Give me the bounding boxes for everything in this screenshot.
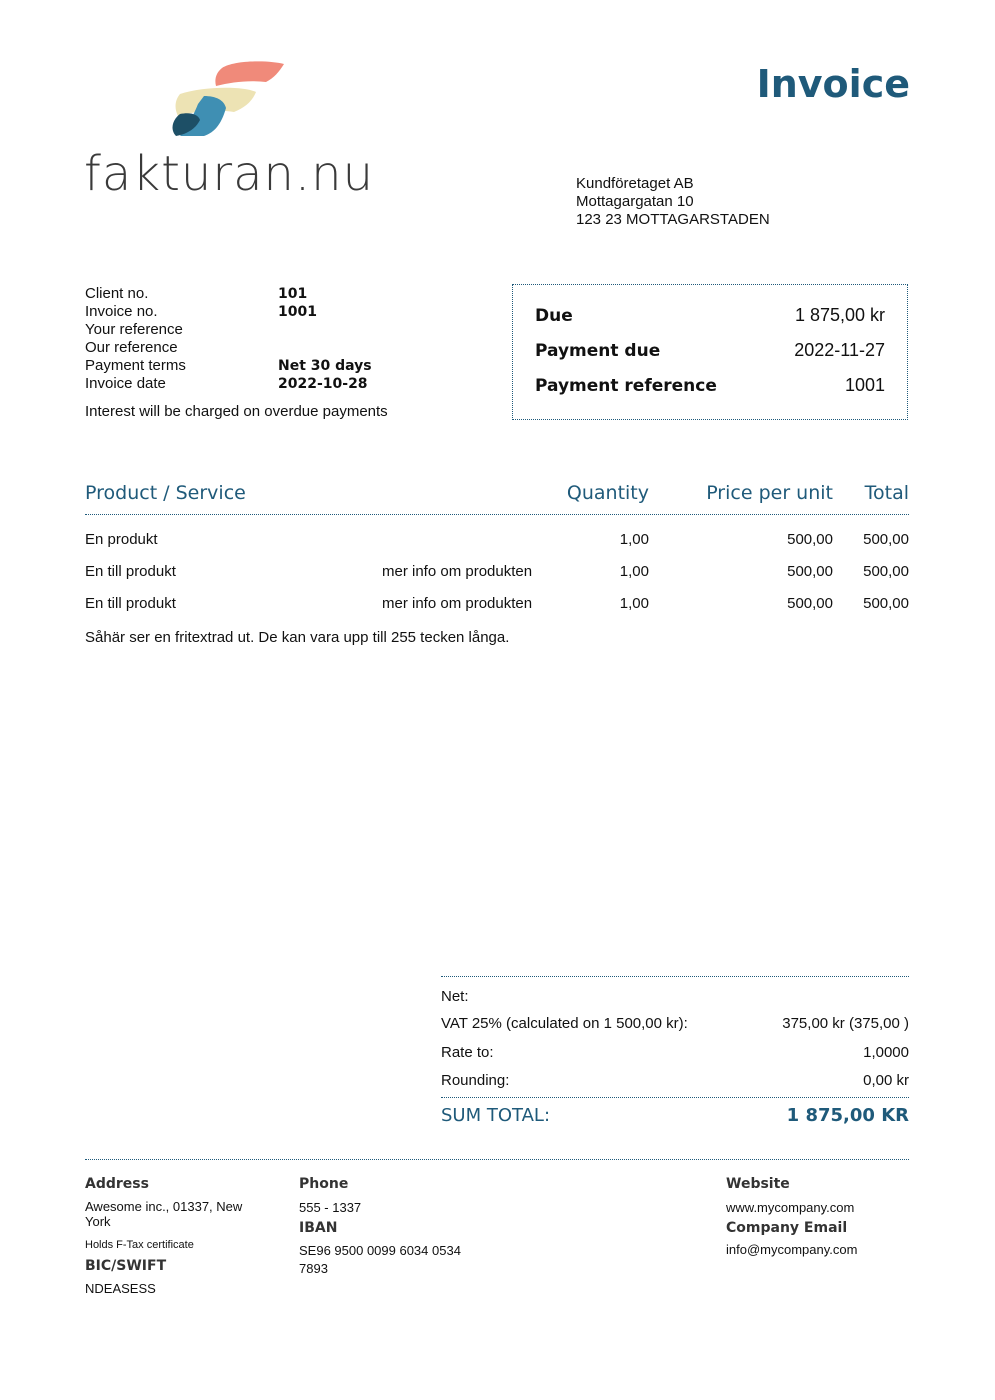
due-summary-box <box>512 284 908 420</box>
info-value: 1001 <box>278 304 317 320</box>
row-info: mer info om produkten <box>382 595 533 612</box>
info-label: Invoice no. <box>85 303 158 320</box>
logo-mark-icon <box>173 61 284 136</box>
row-price: 500,00 <box>787 563 833 580</box>
table-row <box>85 563 909 583</box>
invoice-info <box>85 285 372 393</box>
info-row <box>85 285 372 303</box>
logo-wordmark: fakturan.nu <box>84 146 375 202</box>
rounding-value: 0,00 kr <box>863 1072 909 1089</box>
header-total: Total <box>864 482 909 504</box>
row-product: En till produkt <box>85 595 176 612</box>
footer-iban-label: IBAN <box>299 1220 338 1236</box>
footer-address-value: Awesome inc., 01337, New York <box>85 1199 243 1229</box>
vat-value: 375,00 kr (375,00 ) <box>782 1015 909 1032</box>
net-row <box>441 988 909 1005</box>
row-total: 500,00 <box>863 531 909 548</box>
header-quantity: Quantity <box>566 482 649 504</box>
rounding-label: Rounding: <box>441 1072 510 1089</box>
row-price: 500,00 <box>787 531 833 548</box>
rate-row <box>441 1044 909 1061</box>
payment-reference-value: 1001 <box>844 375 885 395</box>
sum-divider <box>441 1097 909 1098</box>
info-label: Our reference <box>85 339 178 356</box>
due-row <box>535 305 885 326</box>
info-row <box>85 303 372 321</box>
info-value: 2022-10-28 <box>278 376 368 392</box>
row-quantity: 1,00 <box>619 595 649 612</box>
header-product: Product / Service <box>85 482 246 504</box>
footer-bic-label: BIC/SWIFT <box>85 1258 167 1274</box>
info-row <box>85 321 372 339</box>
header-price: Price per unit <box>706 482 833 504</box>
page-title: Invoice <box>756 62 910 106</box>
recipient-address <box>576 175 770 229</box>
rounding-row <box>441 1072 909 1089</box>
footer-ftax-note: Holds F-Tax certificate <box>85 1239 194 1251</box>
footer-address-label: Address <box>85 1176 149 1192</box>
sum-total-label: SUM TOTAL: <box>441 1105 551 1126</box>
row-total: 500,00 <box>863 563 909 580</box>
net-label: Net: <box>441 988 469 1005</box>
interest-note: Interest will be charged on overdue payments <box>85 403 388 420</box>
footer-iban-value: SE96 9500 0099 6034 0534 7893 <box>299 1243 461 1276</box>
info-value: 101 <box>278 286 308 302</box>
info-value: Net 30 days <box>278 358 372 374</box>
row-total: 500,00 <box>863 595 909 612</box>
rate-value: 1,0000 <box>863 1044 909 1061</box>
footer-phone-value: 555 - 1337 <box>299 1200 362 1215</box>
row-price: 500,00 <box>787 595 833 612</box>
info-label: Invoice date <box>85 375 166 392</box>
sum-total-row <box>441 1105 909 1126</box>
info-row <box>85 339 372 357</box>
footer-bic-value: NDEASESS <box>85 1281 156 1296</box>
footer-website-value[interactable]: www.mycompany.com <box>726 1200 855 1215</box>
payment-due-row <box>535 340 885 361</box>
footer-divider <box>85 1159 909 1160</box>
footer-phone-label: Phone <box>299 1176 349 1192</box>
table-header <box>85 480 909 515</box>
info-row <box>85 375 372 393</box>
row-info: mer info om produkten <box>382 563 533 580</box>
payment-due-value: 2022-11-27 <box>794 340 885 360</box>
row-quantity: 1,00 <box>619 531 649 548</box>
footer-website-label: Website <box>726 1176 790 1192</box>
rate-label: Rate to: <box>441 1044 494 1061</box>
payment-due-label: Payment due <box>535 341 661 361</box>
sum-total-value: 1 875,00 KR <box>786 1105 909 1126</box>
due-value: 1 875,00 kr <box>794 305 885 325</box>
totals-block <box>441 976 909 1097</box>
vat-row <box>441 1015 909 1032</box>
table-row <box>85 531 909 551</box>
vat-label: VAT 25% (calculated on 1 500,00 kr): <box>441 1015 688 1032</box>
info-label: Your reference <box>85 321 183 338</box>
payment-reference-row <box>535 375 885 396</box>
row-product: En till produkt <box>85 563 176 580</box>
due-label: Due <box>535 306 573 326</box>
payment-reference-label: Payment reference <box>535 376 717 396</box>
footer-email-value[interactable]: info@mycompany.com <box>726 1242 858 1257</box>
info-label: Payment terms <box>85 357 186 374</box>
info-row <box>85 357 372 375</box>
row-quantity: 1,00 <box>619 563 649 580</box>
recipient-street: Mottagargatan 10 <box>576 193 694 210</box>
recipient-city: 123 23 MOTTAGARSTADEN <box>576 211 770 228</box>
footer-email-label: Company Email <box>726 1220 848 1236</box>
table-row <box>85 595 909 615</box>
info-label: Client no. <box>85 285 149 302</box>
free-text-row: Såhär ser en fritextrad ut. De kan vara upp till 255 tecken långa. <box>85 629 510 646</box>
recipient-name: Kundföretaget AB <box>576 175 694 192</box>
row-product: En produkt <box>85 531 158 548</box>
